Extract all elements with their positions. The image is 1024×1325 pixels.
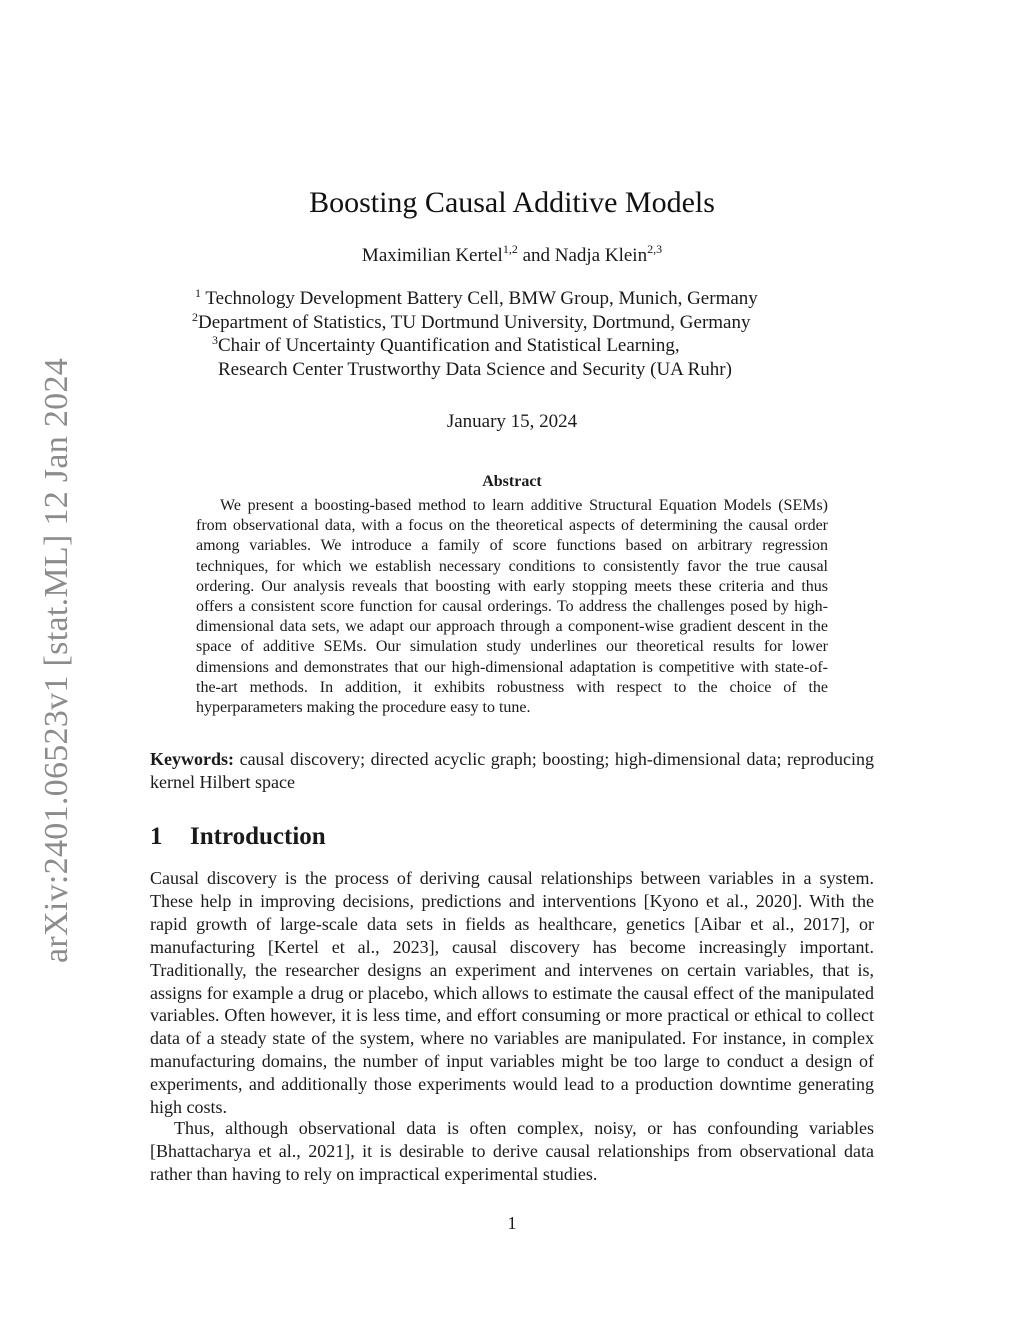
affiliation-line	[212, 334, 680, 358]
keywords-text: causal discovery; directed acyclic graph; boosting; high-dimensional data; reproducing kernel Hilbert space	[150, 749, 874, 792]
affiliation-marker: 2	[192, 310, 198, 324]
author-name: Maximilian Kertel	[361, 245, 503, 266]
affiliation-text: Research Center Trustworthy Data Science and Security (UA Ruhr)	[218, 359, 732, 380]
arxiv-identifier-stamp: arXiv:2401.06523v1 [stat.ML] 12 Jan 2024	[38, 357, 75, 963]
affiliation-text: Department of Statistics, TU Dortmund University, Dortmund, Germany	[198, 312, 751, 333]
affiliation-marker: 3	[212, 333, 218, 347]
affiliation-marker: 1	[195, 286, 201, 300]
author-affiliation-marker: 1,2	[502, 242, 518, 256]
section-title: Introduction	[190, 823, 326, 850]
author-name: Nadja Klein	[554, 245, 648, 266]
page-number: 1	[507, 1213, 517, 1233]
author-conjunction: and	[517, 245, 555, 266]
author-list	[0, 243, 1024, 269]
paper-title: Boosting Causal Additive Models	[309, 186, 715, 219]
affiliation-line	[192, 311, 751, 335]
affiliation-line	[218, 358, 732, 382]
affiliation-text: Technology Development Battery Cell, BMW Group, Munich, Germany	[201, 288, 758, 309]
author-affiliation-marker: 2,3	[647, 242, 663, 256]
body-paragraph: Causal discovery is the process of deriving causal relationships between variables in a system. These help in improving decisions, predictions and interventions [Kyono et al., 2020]. With the rapid growth of large-scale data sets in fields as healthcare, genetics [Aibar et al., 2017], or manufacturing [Kertel et al., 2023], causal discovery has become increasingly important. Traditionally, the researcher designs an experiment and intervenes on certain variables, that is, assigns for example a drug or placebo, which allows to estimate the causal effect of the manipulated variables. Often however, it is less time, and effort consuming or more practical or ethical to collect data of a steady state of the system, where no variables are manipulated. For instance, in complex manufacturing domains, the number of input variables might be too large to conduct a design of experiments, and additionally those experiments would lead to a production downtime generating high costs.	[150, 868, 874, 1118]
affiliation-line	[195, 287, 758, 311]
keywords-label: Keywords:	[150, 749, 234, 769]
keywords	[150, 748, 874, 794]
publication-date: January 15, 2024	[446, 411, 578, 432]
affiliation-text: Chair of Uncertainty Quantification and Statistical Learning,	[218, 335, 680, 356]
section-heading	[150, 822, 326, 852]
abstract-heading: Abstract	[482, 473, 542, 490]
body-paragraph: Thus, although observational data is often complex, noisy, or has confounding variables [Bhattacharya et al., 2021], it is desirable to derive causal relationships from observational data rather than having to rely on impractical experimental studies.	[150, 1118, 874, 1184]
section-number: 1	[150, 823, 163, 850]
abstract-text: We present a boosting-based method to learn additive Structural Equation Models (SEMs) from observational data, with a focus on the theoretical aspects of determining the causal order among variables. We introduce a family of score functions based on arbitrary regression techniques, for which we establish necessary conditions to consistently favor the true causal ordering. Our analysis reveals that boosting with early stopping meets these criteria and thus offers a consistent score function for causal orderings. To address the challenges posed by high-dimensional data sets, we adapt our approach through a component-wise gradient descent in the space of additive SEMs. Our simulation study underlines our theoretical results for lower dimensions and demonstrates that our high-dimensional adaptation is competitive with state-of-the-art methods. In addition, it exhibits robustness with respect to the choice of the hyperparameters making the procedure easy to tune.	[196, 497, 828, 717]
